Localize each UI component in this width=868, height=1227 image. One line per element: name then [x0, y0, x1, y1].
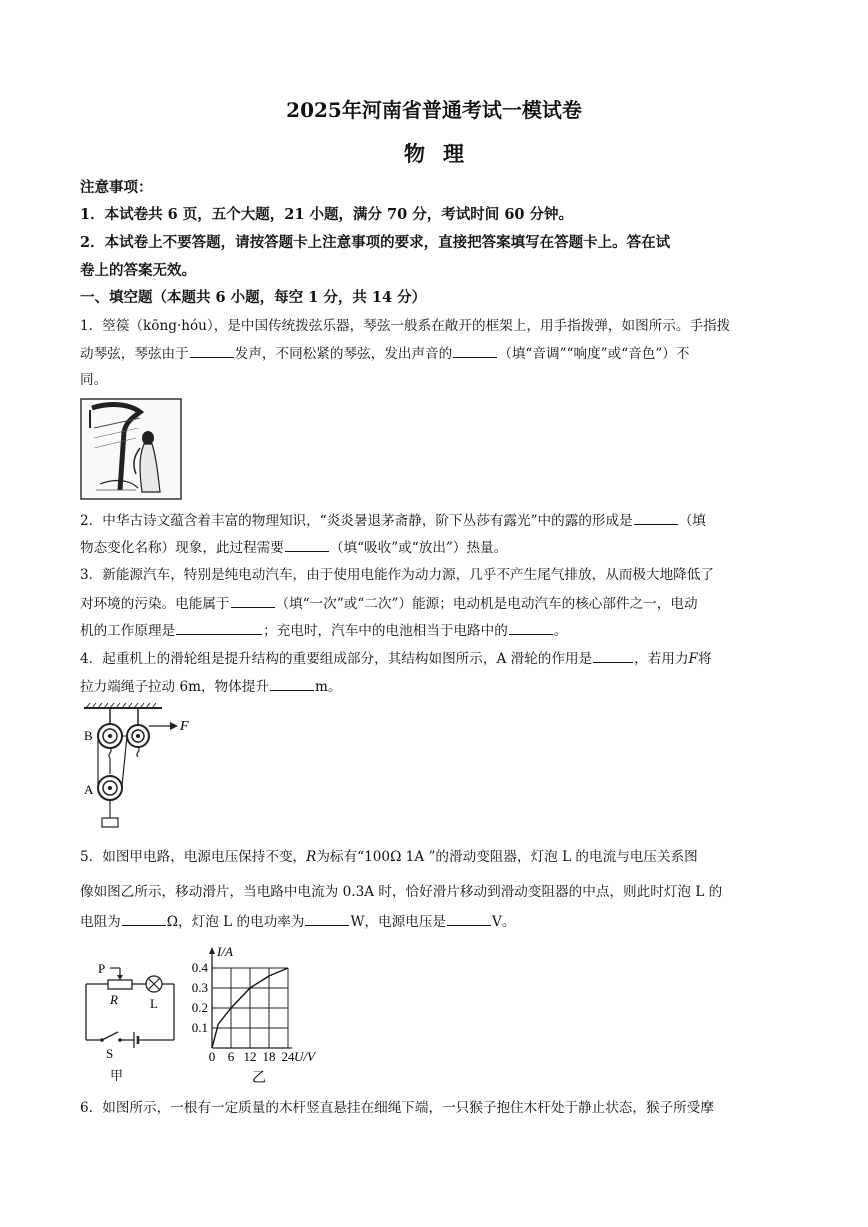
q4-text-d: 拉力端绳子拉动 6m，物体提升 — [80, 679, 269, 695]
answer-blank — [176, 620, 262, 635]
q4-text-b: ，若用力 — [634, 651, 689, 667]
y-axis-arrow — [209, 947, 215, 954]
answer-blank — [634, 510, 678, 525]
notes-item-1: 1．本试卷共 6 页，五个大题，21 小题，满分 70 分，考试时间 60 分钟。 — [80, 206, 574, 223]
slider-p-label: P — [98, 961, 106, 976]
answer-blank — [231, 593, 275, 608]
resistor-r-label: R — [110, 992, 118, 1007]
pulley-diagram — [80, 702, 190, 834]
x-tick-label: 12 — [243, 1049, 257, 1064]
lamp-l-label: L — [150, 996, 158, 1011]
y-tick-label: 0.3 — [191, 980, 208, 995]
x-tick-label: 24 — [281, 1049, 295, 1064]
q5-text-e: W，电源电压是 — [350, 914, 447, 930]
answer-blank — [305, 911, 349, 926]
q5-line-2: 像如图乙所示，移动滑片，当电路中电流为 0.3A 时，恰好滑片移动到滑动变阻器的中点，则此时灯泡 L 的 — [80, 884, 723, 900]
q2-text-c: 物态变化名称）现象，此过程需要 — [80, 540, 284, 556]
q2-line-2 — [80, 537, 792, 558]
q4-line-2 — [80, 676, 792, 697]
answer-blank — [447, 911, 491, 926]
y-axis-label: I/A — [217, 944, 233, 959]
y-tick-label: 0.1 — [191, 1020, 208, 1035]
q3-text-e: 。 — [553, 623, 568, 639]
x-axis-label: U/V — [294, 1049, 315, 1064]
iu-graph — [182, 944, 342, 1092]
q4-line-1 — [80, 648, 792, 669]
q5-text-a: 5．如图甲电路，电源电压保持不变， — [80, 849, 307, 865]
q5-line-3 — [80, 911, 792, 932]
q3-line-2 — [80, 593, 792, 614]
q5-text-b: 为标有“100Ω 1A ”的滑动变阻器，灯泡 L 的电流与电压关系图 — [316, 849, 698, 865]
pulley-a-label: A — [84, 782, 94, 797]
answer-blank — [593, 648, 633, 663]
switch-s-label: S — [106, 1046, 114, 1061]
q4-text-c: 将 — [697, 651, 712, 667]
x-tick-label: 0 — [208, 1049, 216, 1064]
q5-text-d: Ω，灯泡 L 的电功率为 — [166, 914, 305, 930]
force-symbol: F — [688, 651, 698, 667]
q1-line-3: 同。 — [80, 372, 108, 388]
notes-item-2-line-1: 2．本试卷上不要答题，请按答题卡上注意事项的要求，直接把答案填写在答题卡上。答在试 — [80, 234, 671, 251]
q2-line-1 — [80, 510, 792, 531]
q4-text-e: m。 — [314, 679, 342, 695]
q6-line-1: 6．如图所示，一根有一定质量的木杆竖直悬挂在细绳下端，一只猴子抱住木杆处于静止状态，猴子所受摩 — [80, 1100, 714, 1116]
answer-blank — [453, 343, 497, 358]
konghou-illustration — [80, 398, 182, 504]
q1-line-2 — [80, 343, 792, 364]
q2-text-d: （填“吸收”或“放出”）热量。 — [329, 540, 508, 556]
q5-text-f: V。 — [492, 914, 516, 930]
q1-text-b: 发声，不同松紧的琴弦，发出声音的 — [234, 346, 453, 362]
y-tick-label: 0.2 — [191, 1000, 208, 1015]
answer-blank — [509, 620, 553, 635]
section-1-heading: 一、填空题（本题共 6 小题，每空 1 分，共 14 分） — [80, 289, 427, 306]
q2-text-a: 2．中华古诗文蕴含着丰富的物理知识，“炎炎暑退茅斋静，阶下丛莎有露光”中的露的形成是 — [80, 513, 633, 529]
notes-heading: 注意事项： — [80, 179, 153, 196]
answer-blank — [285, 537, 329, 552]
circuit-caption: 甲 — [110, 1068, 124, 1083]
exam-title: 2025年河南省普通考试一模试卷 — [286, 98, 582, 122]
iu-chart — [182, 944, 342, 1088]
q3-text-a: 对环境的污染。电能属于 — [80, 596, 230, 612]
answer-blank — [122, 911, 166, 926]
q2-text-b: （填 — [678, 513, 706, 529]
notes-item-2-line-2: 卷上的答案无效。 — [80, 262, 196, 279]
q3-text-b: （填“一次”或“二次”）能源；电动机是电动汽车的核心部件之一，电动 — [275, 596, 698, 612]
circuit-diagram — [80, 960, 180, 1088]
y-tick-label: 0.4 — [191, 960, 208, 975]
subject-title: 物理 — [404, 141, 482, 166]
x-tick-label: 18 — [262, 1049, 276, 1064]
graph-caption: 乙 — [252, 1071, 266, 1086]
q3-text-d: ；充电时，汽车中的电池相当于电路中的 — [263, 623, 508, 639]
q3-text-c: 机的工作原理是 — [80, 623, 176, 639]
q5-text-c: 电阻为 — [80, 914, 121, 930]
pulley-b-label: B — [84, 728, 93, 743]
force-label: F — [180, 719, 189, 734]
q3-line-1: 3．新能源汽车，特别是纯电动汽车，由于使用电能作为动力源，几乎不产生尾气排放，从而极大地降低了 — [80, 567, 714, 583]
q3-line-3 — [80, 620, 792, 641]
answer-blank — [270, 676, 314, 691]
q1-text-a: 动琴弦，琴弦由于 — [80, 346, 189, 362]
q4-text-a: 4．起重机上的滑轮组是提升结构的重要组成部分，其结构如图所示，A 滑轮的作用是 — [80, 651, 593, 667]
answer-blank — [190, 343, 234, 358]
q1-text-c: （填“音调”“响度”或“音色”）不 — [498, 346, 690, 362]
q5-line-1 — [80, 847, 792, 867]
x-tick-label: 6 — [227, 1049, 235, 1064]
resistor-symbol: R — [306, 849, 317, 865]
q1-line-1: 1．箜篌（kōng·hóu），是中国传统拨弦乐器，琴弦一般系在敞开的框架上，用手指拨弹，如图所示。手指拨 — [80, 318, 731, 334]
